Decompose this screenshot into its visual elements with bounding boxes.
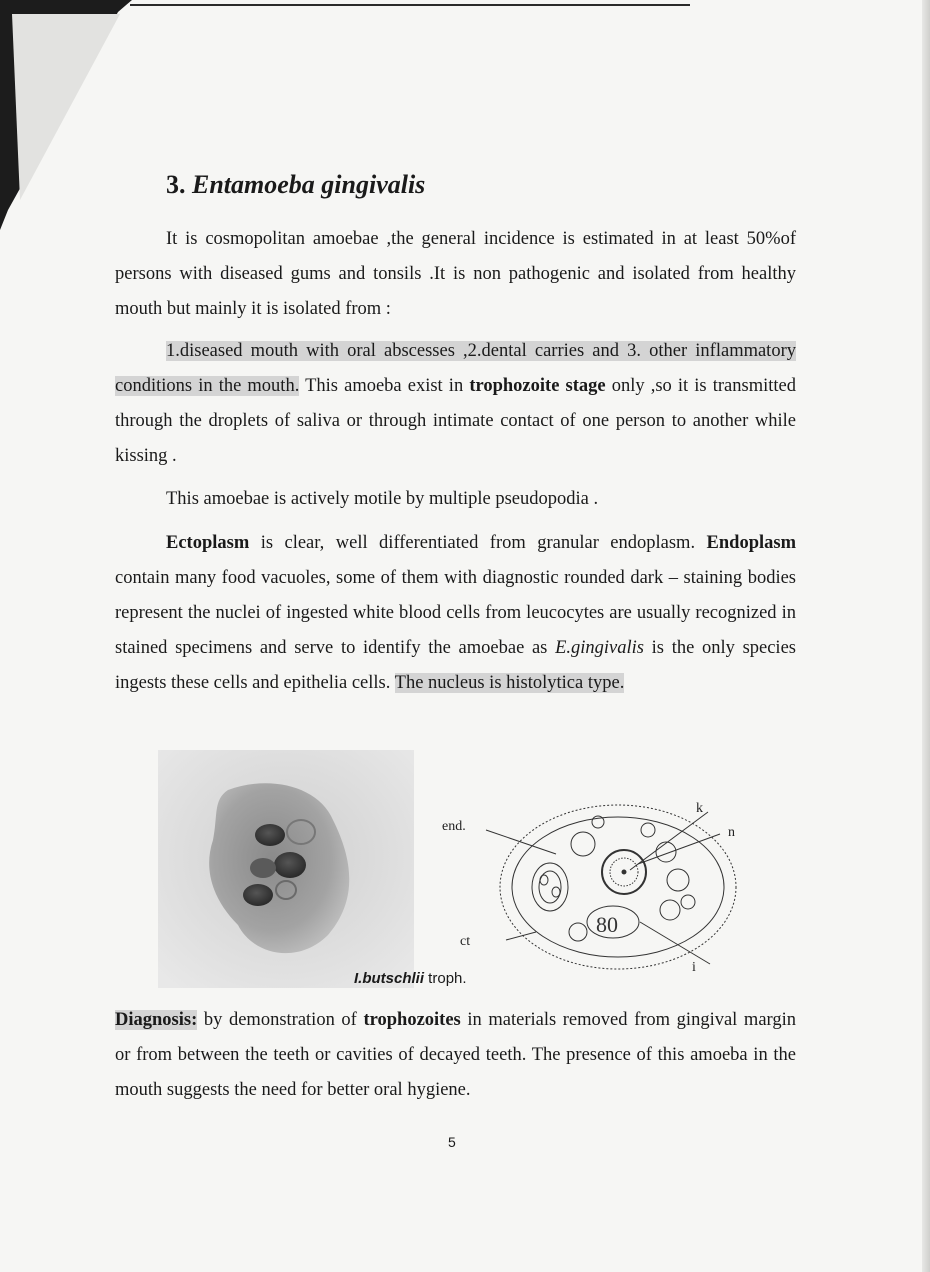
label-i: i bbox=[692, 960, 696, 975]
figure-caption: I.butschlii troph. bbox=[354, 970, 467, 987]
trophozoites-term: trophozoites bbox=[363, 1010, 461, 1030]
diagnosis-label: Diagnosis: bbox=[115, 1010, 198, 1030]
heading-number: 3. bbox=[166, 170, 186, 199]
nucleus-note: The nucleus is histolytica type. bbox=[394, 673, 625, 693]
micrograph-image bbox=[158, 750, 414, 988]
scan-right-edge bbox=[922, 0, 930, 1272]
page-number: 5 bbox=[448, 1134, 456, 1150]
scan-shadow-corner bbox=[0, 0, 140, 230]
diagnosis-paragraph: Diagnosis: by demonstration of trophozoites in materials removed from gingival margin or from between the teeth or cavities of decayed teeth. The presence of this amoeba in the mouth suggests the need for better oral hygiene. bbox=[115, 1010, 796, 1100]
intro-paragraph: It is cosmopolitan amoebae ,the general incidence is estimated in at least 50%of persons with diseased gums and tonsils .It is non pathogenic and isolated from healthy mouth but mainly it is isolated from : bbox=[115, 229, 796, 319]
label-ct: ct bbox=[460, 934, 471, 949]
label-k: k bbox=[696, 801, 703, 816]
highlighted-sites: 1.diseased mouth with oral abscesses ,2.dental carries and 3. other inflammatory conditions in the mouth. bbox=[115, 341, 796, 396]
caption-species: I.butschlii bbox=[354, 970, 425, 987]
heading-title: Entamoeba gingivalis bbox=[192, 170, 426, 199]
ectoplasm-term: Ectoplasm bbox=[166, 533, 250, 553]
endoplasm-term: Endoplasm bbox=[706, 533, 796, 553]
svg-text:80: 80 bbox=[596, 912, 618, 937]
motility-paragraph: This amoebae is actively motile by multiple pseudopodia . bbox=[166, 489, 599, 509]
morphology-paragraph: Ectoplasm is clear, well differentiated from granular endoplasm. Endoplasm contain many food vacuoles, some of them with diagnostic rounded dark – staining bodies represent the nuclei of ingested white blood cells from leucocytes are usually recognized in stained specimens and serve to identify the amoebae as E.gingivalis is the only species ingests these cells and epithelia cells. The nucleus is histolytica type. bbox=[115, 533, 796, 693]
trophozoite-stage-term: trophozoite stage bbox=[469, 376, 606, 396]
label-n: n bbox=[728, 825, 735, 840]
trophozoite-diagram bbox=[438, 792, 758, 992]
scan-top-edge bbox=[130, 4, 690, 6]
sites-paragraph: 1.diseased mouth with oral abscesses ,2.dental carries and 3. other inflammatory conditions in the mouth. This amoeba exist in trophozoite stage only ,so it is transmitted through the droplets of saliva or through intimate contact of one person to another while kissing . bbox=[115, 341, 796, 466]
section-heading bbox=[166, 170, 425, 200]
label-end: end. bbox=[442, 819, 466, 834]
species-name: E.gingivalis bbox=[555, 638, 644, 658]
